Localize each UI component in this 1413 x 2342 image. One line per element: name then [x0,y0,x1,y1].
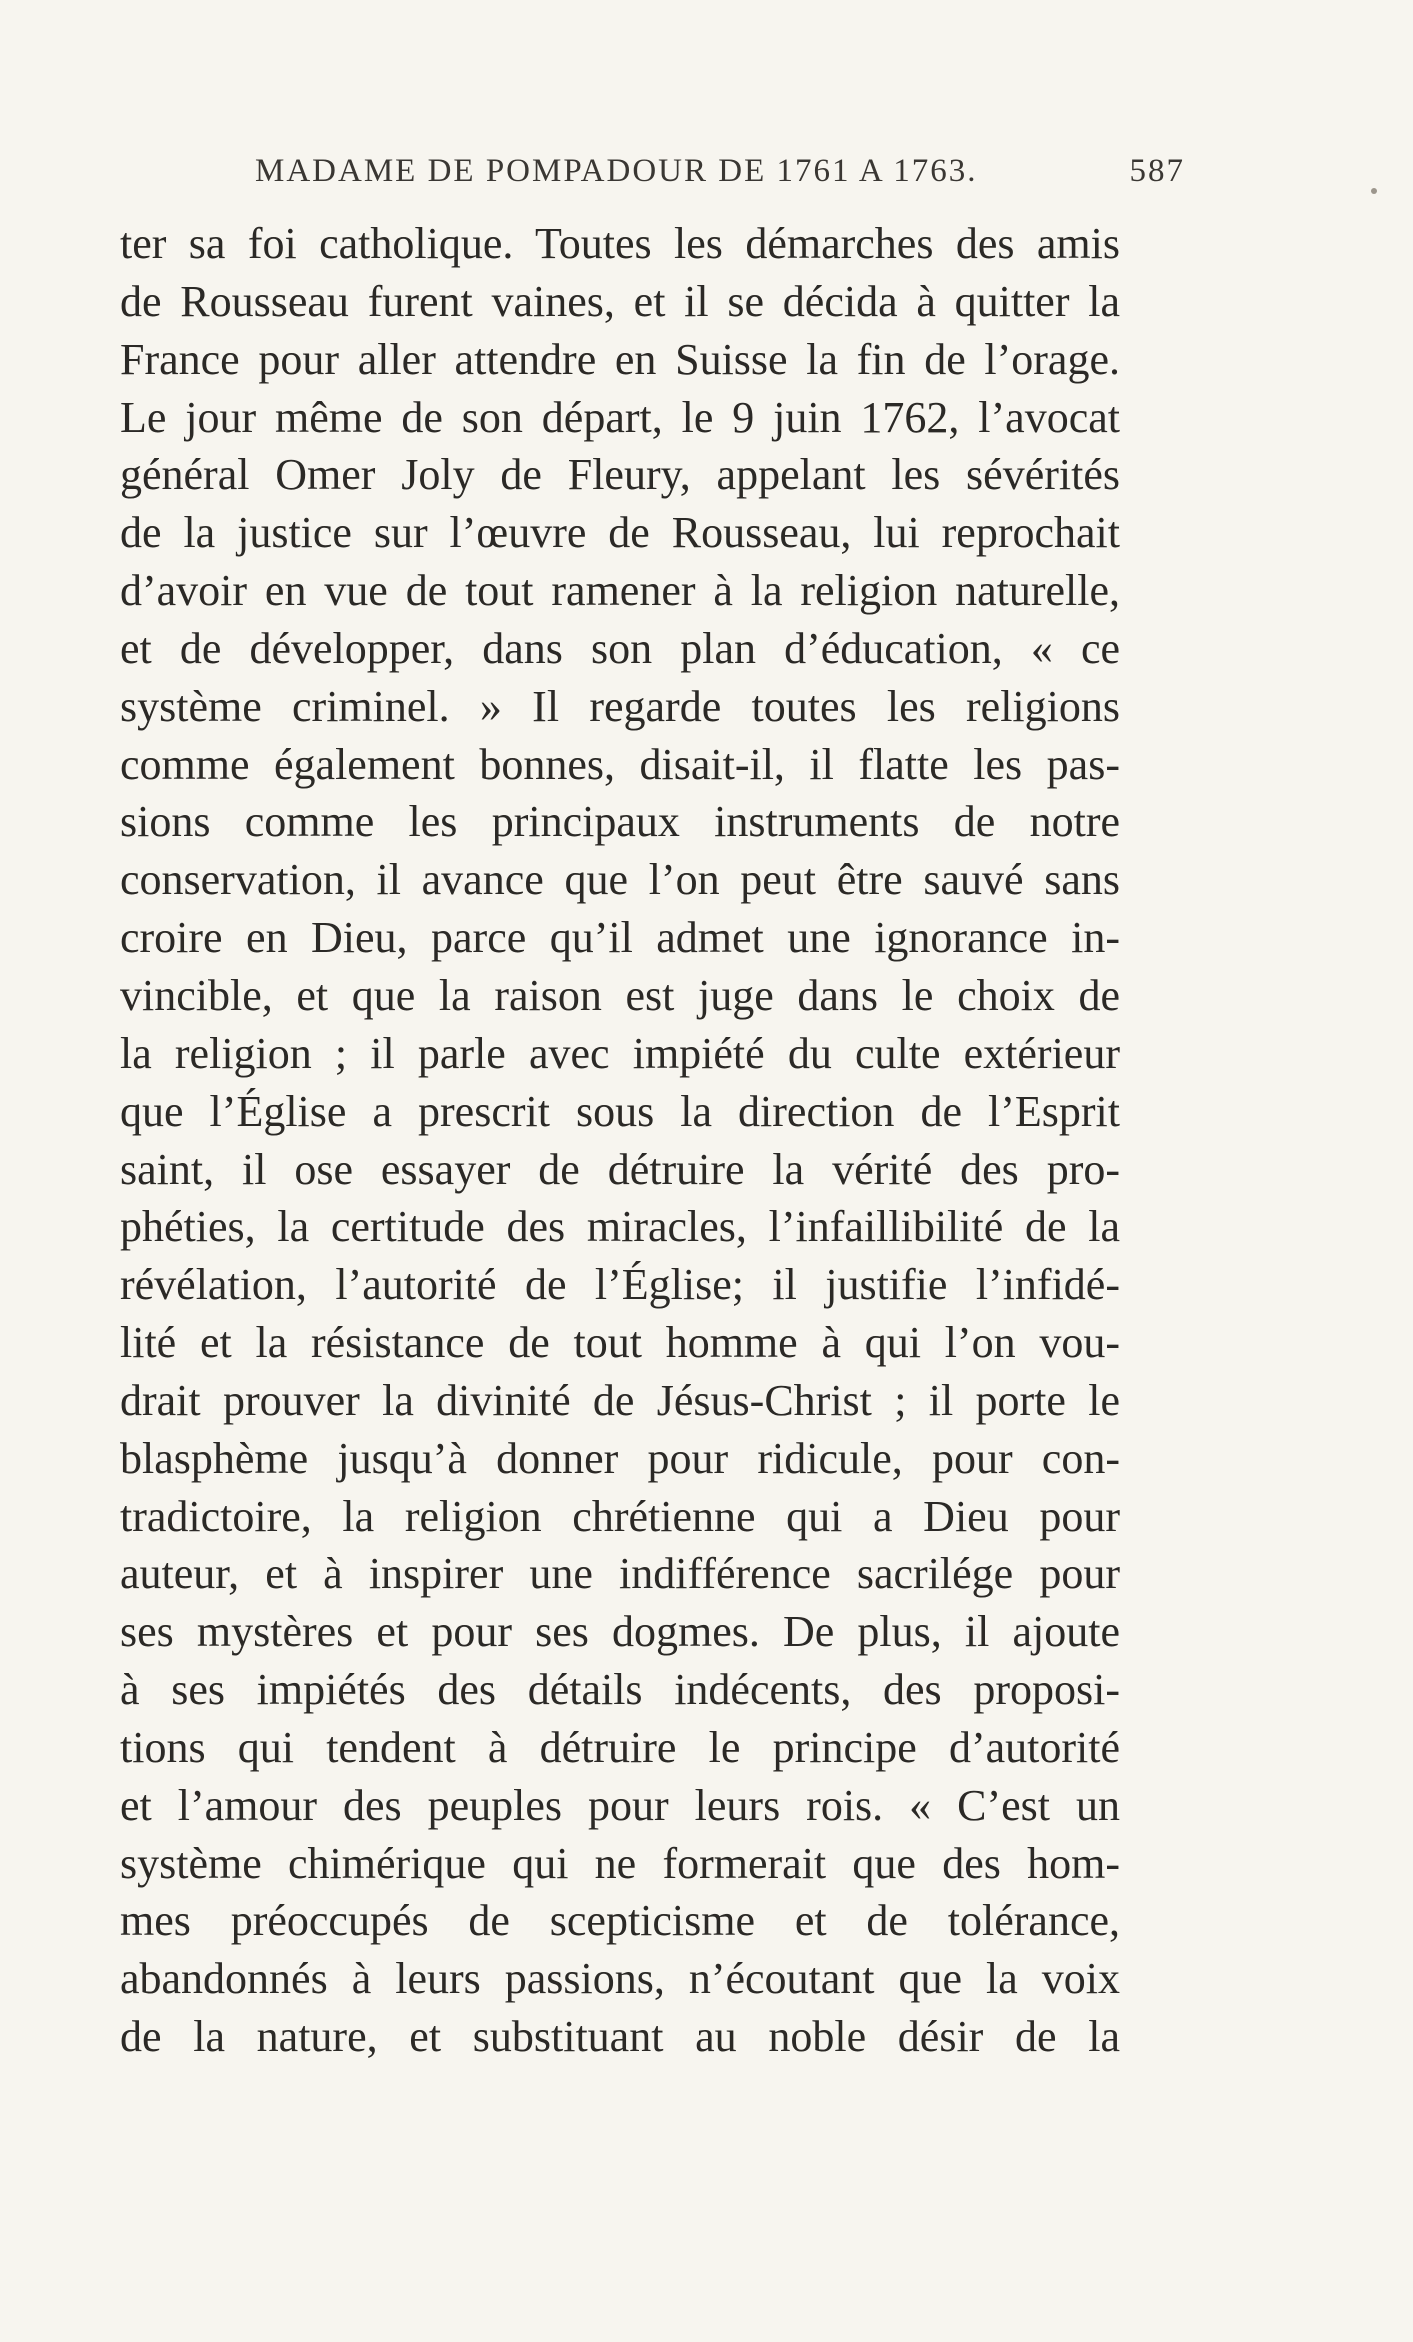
text-line: saint, il ose essayer de détruire la vérité des pro- [120,1144,1120,1194]
running-title: MADAME DE POMPADOUR DE 1761 A 1763. [255,153,978,189]
text-line: d’avoir en vue de tout ramener à la religion naturelle, [120,566,1120,616]
text-line: lité et la résistance de tout homme à qui l’on vou- [120,1318,1120,1368]
text-line: de Rousseau furent vaines, et il se décida à quitter la [120,276,1120,326]
text-line: phéties, la certitude des miracles, l’infaillibilité de la [120,1202,1120,1252]
text-line: révélation, l’autorité de l’Église; il justifie l’infidé- [120,1260,1120,1310]
text-line: que l’Église a prescrit sous la direction de l’Esprit [120,1086,1120,1136]
text-line: mes préoccupés de scepticisme et de tolérance, [120,1896,1120,1946]
text-line: blasphème jusqu’à donner pour ridicule, pour con- [120,1433,1120,1483]
text-line: système chimérique qui ne formerait que des hom- [120,1838,1120,1888]
text-line: conservation, il avance que l’on peut être sauvé sans [120,855,1120,905]
text-line: comme également bonnes, disait-il, il flatte les pas- [120,739,1120,789]
text-line: général Omer Joly de Fleury, appelant les sévérités [120,450,1120,500]
text-line: et de développer, dans son plan d’éducation, « ce [120,623,1120,673]
running-head [255,153,1185,193]
text-line: drait prouver la divinité de Jésus-Christ ; il porte le [120,1375,1120,1425]
text-line: et l’amour des peuples pour leurs rois. « C’est un [120,1780,1120,1830]
text-line: de la justice sur l’œuvre de Rousseau, lui reprochait [120,508,1120,558]
page-number: 587 [1129,153,1185,189]
text-line: tions qui tendent à détruire le principe d’autorité [120,1722,1120,1772]
text-line: système criminel. » Il regarde toutes les religions [120,681,1120,731]
text-line: tradictoire, la religion chrétienne qui a Dieu pour [120,1491,1120,1541]
text-line: sions comme les principaux instruments de notre [120,797,1120,847]
text-line: la religion ; il parle avec impiété du culte extérieur [120,1028,1120,1078]
text-line: abandonnés à leurs passions, n’écoutant que la voix [120,1954,1120,2004]
text-line: Le jour même de son départ, le 9 juin 1762, l’avocat [120,392,1120,442]
paper-speck [1371,188,1377,194]
body-text [120,215,1120,2066]
text-line: de la nature, et substituant au noble désir de la [120,2012,1120,2062]
text-line: croire en Dieu, parce qu’il admet une ignorance in- [120,913,1120,963]
text-line: à ses impiétés des détails indécents, des proposi- [120,1665,1120,1715]
text-line: France pour aller attendre en Suisse la fin de l’orage. [120,334,1120,384]
text-line: ter sa foi catholique. Toutes les démarches des amis [120,219,1120,268]
text-line: auteur, et à inspirer une indifférence sacrilége pour [120,1549,1120,1599]
text-line: ses mystères et pour ses dogmes. De plus, il ajoute [120,1607,1120,1657]
text-line: vincible, et que la raison est juge dans le choix de [120,970,1120,1020]
